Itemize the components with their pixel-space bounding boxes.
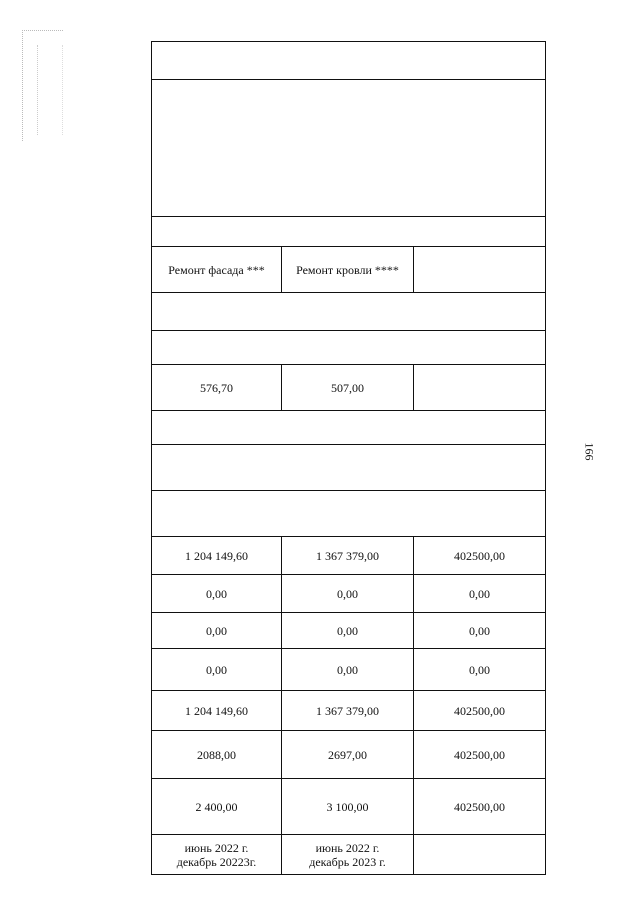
table-cell: 0,00 [282,613,414,649]
page-number: 166 [582,442,597,461]
table-cell: 2088,00 [152,731,282,779]
table-row [152,537,546,575]
table-row [152,575,546,613]
table-row [152,731,546,779]
header-facade-repair: Ремонт фасада *** [152,247,282,293]
table-row [152,649,546,691]
period-start: июнь 2022 г. [184,840,249,855]
scan-artifact [22,30,63,141]
table-cell: 3 100,00 [282,779,414,835]
period-end: декабрь 20223г. [176,854,257,869]
table-cell: 0,00 [152,613,282,649]
table-cell: 0,00 [282,649,414,691]
period-cell [414,835,546,875]
table-cell: 1 367 379,00 [282,691,414,731]
period-cell [282,835,414,875]
blank-row [152,445,546,491]
table-cell: 0,00 [414,575,546,613]
period-row [152,835,546,875]
table-cell: 402500,00 [414,691,546,731]
blank-row [152,217,546,247]
blank-row [152,42,546,80]
header-roof-repair: Ремонт кровли **** [282,247,414,293]
table-row [152,691,546,731]
table-cell: 507,00 [282,365,414,411]
period-end: декабрь 2023 г. [309,854,386,869]
table-cell [414,365,546,411]
table-cell: 402500,00 [414,537,546,575]
table-row [152,613,546,649]
table-cell: 0,00 [152,649,282,691]
document-table [151,41,546,875]
table-cell: 1 204 149,60 [152,691,282,731]
table-cell: 0,00 [414,613,546,649]
table-row [152,779,546,835]
table-cell: 1 204 149,60 [152,537,282,575]
table-cell: 0,00 [282,575,414,613]
area-row [152,365,546,411]
period-cell [152,835,282,875]
table-cell: 2 400,00 [152,779,282,835]
table-cell: 0,00 [414,649,546,691]
blank-row [152,80,546,217]
table-cell: 402500,00 [414,731,546,779]
blank-row [152,411,546,445]
period-start: июнь 2022 г. [315,840,380,855]
blank-row [152,491,546,537]
blank-row [152,331,546,365]
table-cell: 576,70 [152,365,282,411]
header-empty [414,247,546,293]
table-cell: 2697,00 [282,731,414,779]
blank-row [152,293,546,331]
table-cell: 0,00 [152,575,282,613]
table-cell: 1 367 379,00 [282,537,414,575]
header-row [152,247,546,293]
table-cell: 402500,00 [414,779,546,835]
